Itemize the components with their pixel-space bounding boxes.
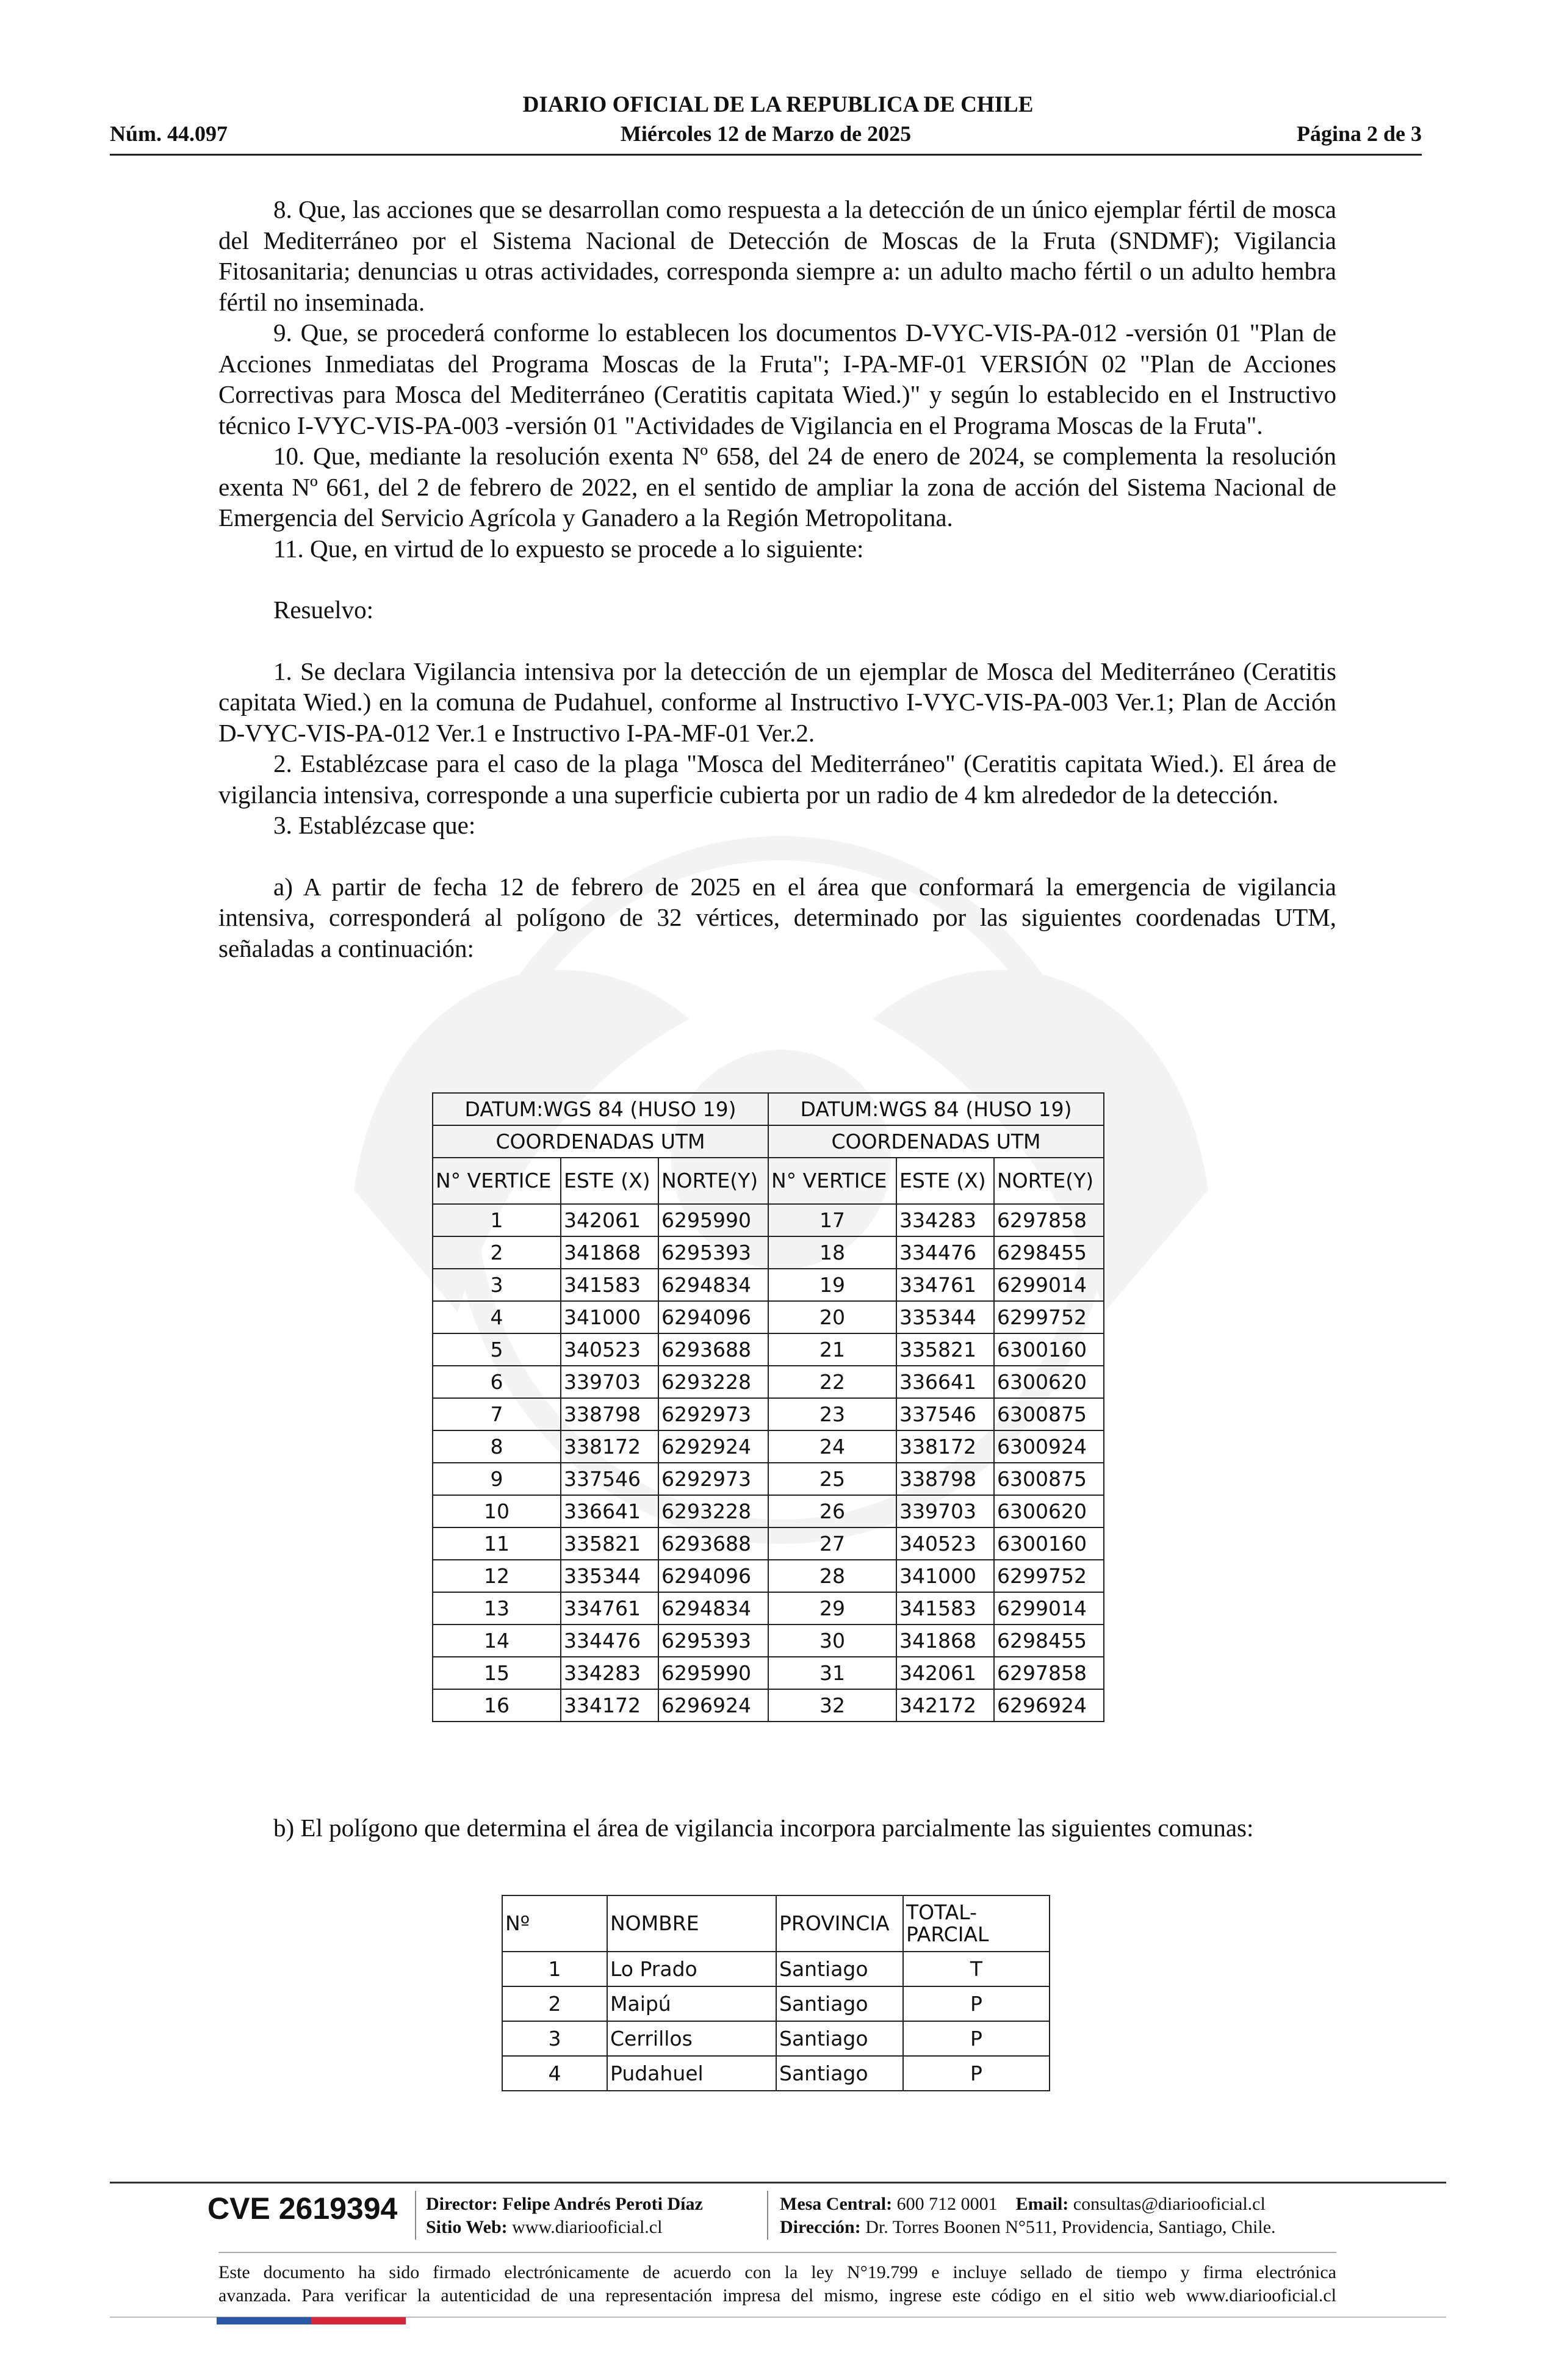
east-value: 342061: [896, 1657, 994, 1689]
north-value: 6300875: [994, 1398, 1104, 1430]
north-value: 6294096: [658, 1560, 768, 1592]
north-value: 6299752: [994, 1301, 1104, 1333]
vertex-number: 2: [433, 1236, 561, 1269]
table-row: [433, 1301, 1104, 1333]
table-row: [433, 1236, 1104, 1269]
east-value: 335821: [561, 1527, 658, 1560]
vertex-number: 16: [433, 1689, 561, 1722]
north-value: 6299014: [994, 1592, 1104, 1625]
east-value: 339703: [896, 1495, 994, 1527]
flag-stripe: [217, 2317, 406, 2324]
vertex-number: 4: [433, 1301, 561, 1333]
table-row: [502, 2056, 1050, 2091]
east-value: 334172: [561, 1689, 658, 1722]
vertex-number: 19: [768, 1269, 896, 1301]
flag-red-band: [311, 2317, 406, 2324]
north-value: 6293228: [658, 1495, 768, 1527]
east-value: 336641: [896, 1366, 994, 1398]
vertex-number: 22: [768, 1366, 896, 1398]
page-number: Página 2 de 3: [1296, 121, 1422, 146]
resolution-3b: b) El polígono que determina el área de vigilancia incorpora parcialmente las siguientes comunas:: [273, 1814, 1254, 1842]
vertex-number: 10: [433, 1495, 561, 1527]
resolution-2: 2. Establézcase para el caso de la plaga "Mosca del Mediterráneo" (Ceratitis capitata Wied.). El área de vigilancia intensiva, corresponde a una superficie cubierta por un radio de 4 km alrededor de la detección.: [218, 749, 1336, 809]
comunas-table: [502, 1895, 1050, 2091]
vertex-number: 23: [768, 1398, 896, 1430]
website-link[interactable]: www.diariooficial.cl: [512, 2217, 663, 2237]
legal-line-1: Este documento ha sido firmado electrónicamente de acuerdo con la ley N°19.799 e incluye sellado de tiempo y firma electrónica: [218, 2262, 1336, 2282]
footer-divider: [415, 2191, 416, 2240]
table-row: [433, 1204, 1104, 1236]
east-value: 334283: [561, 1657, 658, 1689]
east-value: 335344: [896, 1301, 994, 1333]
comuna-number: 2: [502, 1986, 607, 2021]
header-row: [110, 121, 1422, 150]
header-rule: [110, 154, 1422, 156]
comuna-name: Maipú: [607, 1986, 776, 2021]
table-row: [433, 1527, 1104, 1560]
north-value: 6297858: [994, 1657, 1104, 1689]
north-value: 6293688: [658, 1527, 768, 1560]
col-name: NOMBRE: [607, 1895, 776, 1952]
table-row: [433, 1625, 1104, 1657]
comuna-number: 4: [502, 2056, 607, 2091]
east-value: 334761: [896, 1269, 994, 1301]
east-value: 338798: [561, 1398, 658, 1430]
vertex-number: 14: [433, 1625, 561, 1657]
table-row: [502, 2021, 1050, 2056]
vertex-number: 30: [768, 1625, 896, 1657]
comuna-province: Santiago: [776, 1986, 903, 2021]
col-vertex-left: N° VERTICE: [433, 1158, 561, 1204]
comuna-total-parcial: P: [903, 2021, 1050, 2056]
director-label: Director:: [426, 2194, 498, 2214]
vertex-number: 8: [433, 1430, 561, 1463]
vertex-number: 12: [433, 1560, 561, 1592]
comuna-province: Santiago: [776, 2056, 903, 2091]
table-row: [433, 1463, 1104, 1495]
east-value: 334761: [561, 1592, 658, 1625]
paragraph-11: 11. Que, en virtud de lo expuesto se procede a lo siguiente:: [273, 534, 864, 563]
east-value: 342172: [896, 1689, 994, 1722]
comuna-province: Santiago: [776, 1952, 903, 1986]
vertex-number: 18: [768, 1236, 896, 1269]
col-north-left: NORTE(Y): [658, 1158, 768, 1204]
north-value: 6299014: [994, 1269, 1104, 1301]
vertex-number: 6: [433, 1366, 561, 1398]
north-value: 6297858: [994, 1204, 1104, 1236]
vertex-number: 32: [768, 1689, 896, 1722]
north-value: 6292924: [658, 1430, 768, 1463]
resolution-1: 1. Se declara Vigilancia intensiva por la detección de un ejemplar de Mosca del Mediterráneo (Ceratitis capitata Wied.) en la comuna de Pudahuel, conforme al Instructivo I-VYC-VIS-PA-003 Ver.1; Plan de Acción D-VYC-VIS-PA-012 Ver.1 e Instructivo I-PA-MF-01 Ver.2.: [218, 657, 1336, 747]
east-value: 335821: [896, 1333, 994, 1366]
datum-header-right: DATUM:WGS 84 (HUSO 19): [768, 1093, 1104, 1125]
east-value: 335344: [561, 1560, 658, 1592]
table-row: [433, 1657, 1104, 1689]
east-value: 338172: [561, 1430, 658, 1463]
north-value: 6300160: [994, 1333, 1104, 1366]
table-row: [433, 1592, 1104, 1625]
vertex-number: 15: [433, 1657, 561, 1689]
east-value: 341000: [896, 1560, 994, 1592]
vertex-number: 7: [433, 1398, 561, 1430]
table-row: [433, 1269, 1104, 1301]
north-value: 6295990: [658, 1657, 768, 1689]
north-value: 6296924: [658, 1689, 768, 1722]
vertex-number: 24: [768, 1430, 896, 1463]
address-label: Dirección:: [780, 2217, 861, 2237]
resolution-3: 3. Establézcase que:: [273, 811, 476, 839]
newspaper-title: DIARIO OFICIAL DE LA REPUBLICA DE CHILE: [522, 92, 1034, 117]
east-value: 338798: [896, 1463, 994, 1495]
vertex-number: 29: [768, 1592, 896, 1625]
north-value: 6292973: [658, 1463, 768, 1495]
footer-contact-block: [780, 2193, 1276, 2239]
north-value: 6296924: [994, 1689, 1104, 1722]
col-province: PROVINCIA: [776, 1895, 903, 1952]
table-row: [433, 1398, 1104, 1430]
legal-notice: [218, 2261, 1336, 2307]
east-value: 336641: [561, 1495, 658, 1527]
table-row: [433, 1689, 1104, 1722]
east-value: 337546: [561, 1463, 658, 1495]
resolution-3a: a) A partir de fecha 12 de febrero de 2025 en el área que conformará la emergencia de vigilancia intensiva, corresponderá al polígono de 32 vértices, determinado por las siguientes coordenadas UTM, señaladas a continuación:: [218, 872, 1336, 962]
footer-director-block: [426, 2193, 703, 2239]
east-value: 340523: [896, 1527, 994, 1560]
east-value: 342061: [561, 1204, 658, 1236]
east-value: 334476: [561, 1625, 658, 1657]
table-row: [502, 1952, 1050, 1986]
east-value: 334283: [896, 1204, 994, 1236]
east-value: 338172: [896, 1430, 994, 1463]
vertex-number: 17: [768, 1204, 896, 1236]
resuelvo-heading: Resuelvo:: [273, 596, 373, 624]
table-row: [433, 1366, 1104, 1398]
coord-subtitle-right: COORDENADAS UTM: [768, 1125, 1104, 1158]
north-value: 6295393: [658, 1236, 768, 1269]
issue-number: Núm. 44.097: [110, 121, 228, 146]
document-body: [218, 194, 1336, 964]
vertex-number: 26: [768, 1495, 896, 1527]
east-value: 341000: [561, 1301, 658, 1333]
north-value: 6293228: [658, 1366, 768, 1398]
comuna-number: 1: [502, 1952, 607, 1986]
vertex-number: 5: [433, 1333, 561, 1366]
document-body-b: [218, 1812, 1336, 1844]
mesa-phone: 600 712 0001: [896, 2194, 998, 2214]
table-row: [433, 1333, 1104, 1366]
east-value: 340523: [561, 1333, 658, 1366]
datum-header-left: DATUM:WGS 84 (HUSO 19): [433, 1093, 768, 1125]
table-row: [433, 1430, 1104, 1463]
col-east-left: ESTE (X): [561, 1158, 658, 1204]
vertex-number: 20: [768, 1301, 896, 1333]
mesa-label: Mesa Central:: [780, 2194, 893, 2214]
issue-date: Miércoles 12 de Marzo de 2025: [620, 121, 912, 146]
vertex-number: 27: [768, 1527, 896, 1560]
east-value: 339703: [561, 1366, 658, 1398]
table-row: [502, 1986, 1050, 2021]
vertex-number: 11: [433, 1527, 561, 1560]
comuna-total-parcial: T: [903, 1952, 1050, 1986]
north-value: 6299752: [994, 1560, 1104, 1592]
vertex-number: 13: [433, 1592, 561, 1625]
east-value: 334476: [896, 1236, 994, 1269]
cve-code: CVE 2619394: [207, 2191, 398, 2226]
col-total-parcial: TOTAL-PARCIAL: [903, 1895, 1050, 1952]
utm-coordinates-table: [432, 1092, 1104, 1722]
east-value: 341868: [896, 1625, 994, 1657]
north-value: 6292973: [658, 1398, 768, 1430]
north-value: 6295990: [658, 1204, 768, 1236]
col-east-right: ESTE (X): [896, 1158, 994, 1204]
comuna-total-parcial: P: [903, 2056, 1050, 2091]
north-value: 6300620: [994, 1366, 1104, 1398]
col-vertex-right: N° VERTICE: [768, 1158, 896, 1204]
north-value: 6298455: [994, 1625, 1104, 1657]
footer-divider-2: [767, 2191, 768, 2240]
legal-line-2: avanzada. Para verificar la autenticidad de una representación impresa del mismo, ingrese este código en el sitio web www.diariooficial.cl: [218, 2285, 1336, 2306]
comuna-total-parcial: P: [903, 1986, 1050, 2021]
north-value: 6298455: [994, 1236, 1104, 1269]
col-north-right: NORTE(Y): [994, 1158, 1104, 1204]
vertex-number: 21: [768, 1333, 896, 1366]
vertex-number: 28: [768, 1560, 896, 1592]
north-value: 6294096: [658, 1301, 768, 1333]
comuna-name: Pudahuel: [607, 2056, 776, 2091]
coord-subtitle-left: COORDENADAS UTM: [433, 1125, 768, 1158]
footer-rule-2: [218, 2252, 1336, 2253]
vertex-number: 31: [768, 1657, 896, 1689]
vertex-number: 25: [768, 1463, 896, 1495]
vertex-number: 9: [433, 1463, 561, 1495]
north-value: 6293688: [658, 1333, 768, 1366]
north-value: 6294834: [658, 1269, 768, 1301]
north-value: 6295393: [658, 1625, 768, 1657]
paragraph-8: 8. Que, las acciones que se desarrollan como respuesta a la detección de un único ejemplar fértil de mosca del Mediterráneo por el Sistema Nacional de Detección de Moscas de la Fruta (SNDMF); Vigilancia Fitosanitaria; denuncias u otras actividades, corresponda siempre a: un adulto macho fértil o un adulto hembra fértil no inseminada.: [218, 195, 1336, 316]
address-value: Dr. Torres Boonen N°511, Providencia, Santiago, Chile.: [865, 2217, 1276, 2237]
table-row: [433, 1495, 1104, 1527]
vertex-number: 3: [433, 1269, 561, 1301]
east-value: 341868: [561, 1236, 658, 1269]
comuna-name: Lo Prado: [607, 1952, 776, 1986]
col-number: Nº: [502, 1895, 607, 1952]
north-value: 6300875: [994, 1463, 1104, 1495]
north-value: 6294834: [658, 1592, 768, 1625]
vertex-number: 1: [433, 1204, 561, 1236]
paragraph-10: 10. Que, mediante la resolución exenta Nº 658, del 24 de enero de 2024, se complementa la resolución exenta Nº 661, del 2 de febrero de 2022, en el sentido de ampliar la zona de acción del Sistema Nacional de Emergencia del Servicio Agrícola y Ganadero a la Región Metropolitana.: [218, 442, 1336, 532]
flag-blue-band: [217, 2317, 311, 2324]
email-link[interactable]: consultas@diariooficial.cl: [1073, 2194, 1266, 2214]
north-value: 6300924: [994, 1430, 1104, 1463]
east-value: 341583: [561, 1269, 658, 1301]
director-name: Felipe Andrés Peroti Díaz: [502, 2194, 703, 2214]
north-value: 6300620: [994, 1495, 1104, 1527]
footer-rule: [110, 2182, 1446, 2183]
north-value: 6300160: [994, 1527, 1104, 1560]
comuna-province: Santiago: [776, 2021, 903, 2056]
comuna-number: 3: [502, 2021, 607, 2056]
table-row: [433, 1560, 1104, 1592]
east-value: 341583: [896, 1592, 994, 1625]
website-label: Sitio Web:: [426, 2217, 508, 2237]
paragraph-9: 9. Que, se procederá conforme lo establecen los documentos D-VYC-VIS-PA-012 -versión 01 "Plan de Acciones Inmediatas del Programa Moscas de la Fruta"; I-PA-MF-01 VERSIÓN 02 "Plan de Acciones Correctivas para Mosca del Mediterráneo (Ceratitis capitata Wied.)" y según lo establecido en el Instructivo técnico I-VYC-VIS-PA-003 -versión 01 "Actividades de Vigilancia en el Programa Moscas de la Fruta".: [218, 319, 1336, 439]
east-value: 337546: [896, 1398, 994, 1430]
email-label: Email:: [1015, 2194, 1069, 2214]
comuna-name: Cerrillos: [607, 2021, 776, 2056]
